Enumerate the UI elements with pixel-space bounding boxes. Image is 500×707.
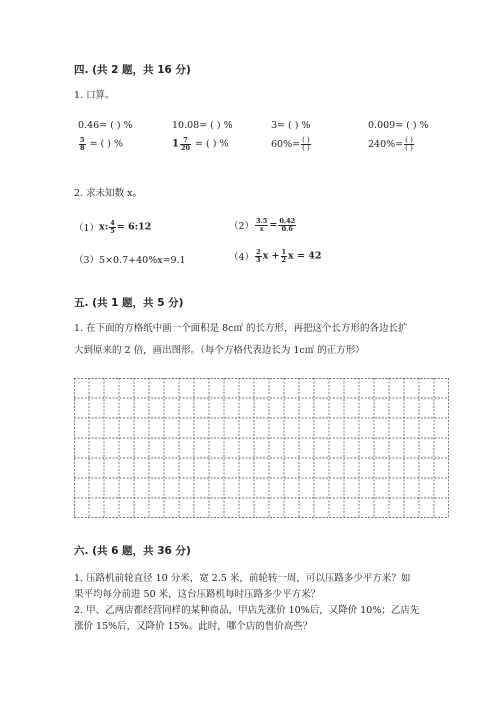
calc-3: 3= ( ) %: [271, 120, 311, 131]
calc-5: $\frac{5}{8}$ = ( ) %: [80, 136, 124, 152]
calc-1: 0.46= ( ) %: [78, 120, 133, 131]
section-6-q2-line2: 涨价 15%后，又降价 15%。此时，哪个店的售价高些？: [74, 621, 313, 632]
equation-1: （1）x: $\frac{4}{5}$ = 6:12: [74, 219, 152, 235]
section-5-q1-line2: 大到原来的 2 倍，画出图形。（每个方格代表边长为 1c㎡ 的正方形）: [74, 345, 365, 356]
calc-7: 60%= $\frac{( )}{( )}$: [271, 136, 310, 152]
calc-4: 0.009= ( ) %: [368, 120, 429, 131]
calc-8: 240%= $\frac{( )}{( )}$: [368, 136, 413, 152]
equation-2: （2） $\frac{3.5}{x}$ = $\frac{0.42}{0.6}$: [229, 217, 296, 233]
q2-label: 2. 求未知数 x。: [74, 188, 142, 199]
calc-6: 1 $\frac{7}{20}$ = ( ) %: [172, 136, 229, 152]
equation-4: （4） $\frac{2}{3}$ x + $\frac{1}{2}$ x = 42: [229, 248, 322, 264]
calc-2: 10.08= ( ) %: [172, 120, 233, 131]
section-6-q1-line1: 1. 压路机前轮直径 10 分米，宽 2.5 米，前轮转一周，可以压路多少平方米？如: [74, 573, 411, 584]
q1-label: 1. 口算。: [74, 90, 115, 101]
equation-3: （3）5×0.7+40%x=9.1: [74, 255, 186, 266]
grid-svg: [74, 378, 449, 518]
section-5-q1-line1: 1. 在下面的方格纸中画一个面积是 8c㎡ 的长方形，再把这个长方形的各边长扩: [74, 323, 408, 334]
grid-paper: [74, 378, 449, 518]
section-4-title: 四. (共 2 题，共 16 分): [74, 64, 191, 76]
section-6-q1-line2: 果平均每分前进 50 米，这台压路机每时压路多少平方米？: [74, 589, 321, 600]
section-6-q2-line1: 2. 甲、乙两店都经营同样的某种商品，甲店先涨价 10%后，又降价 10%；乙店先: [74, 605, 420, 616]
section-5-title: 五. (共 1 题，共 5 分): [74, 297, 184, 309]
section-6-title: 六. (共 6 题，共 36 分): [74, 545, 191, 557]
